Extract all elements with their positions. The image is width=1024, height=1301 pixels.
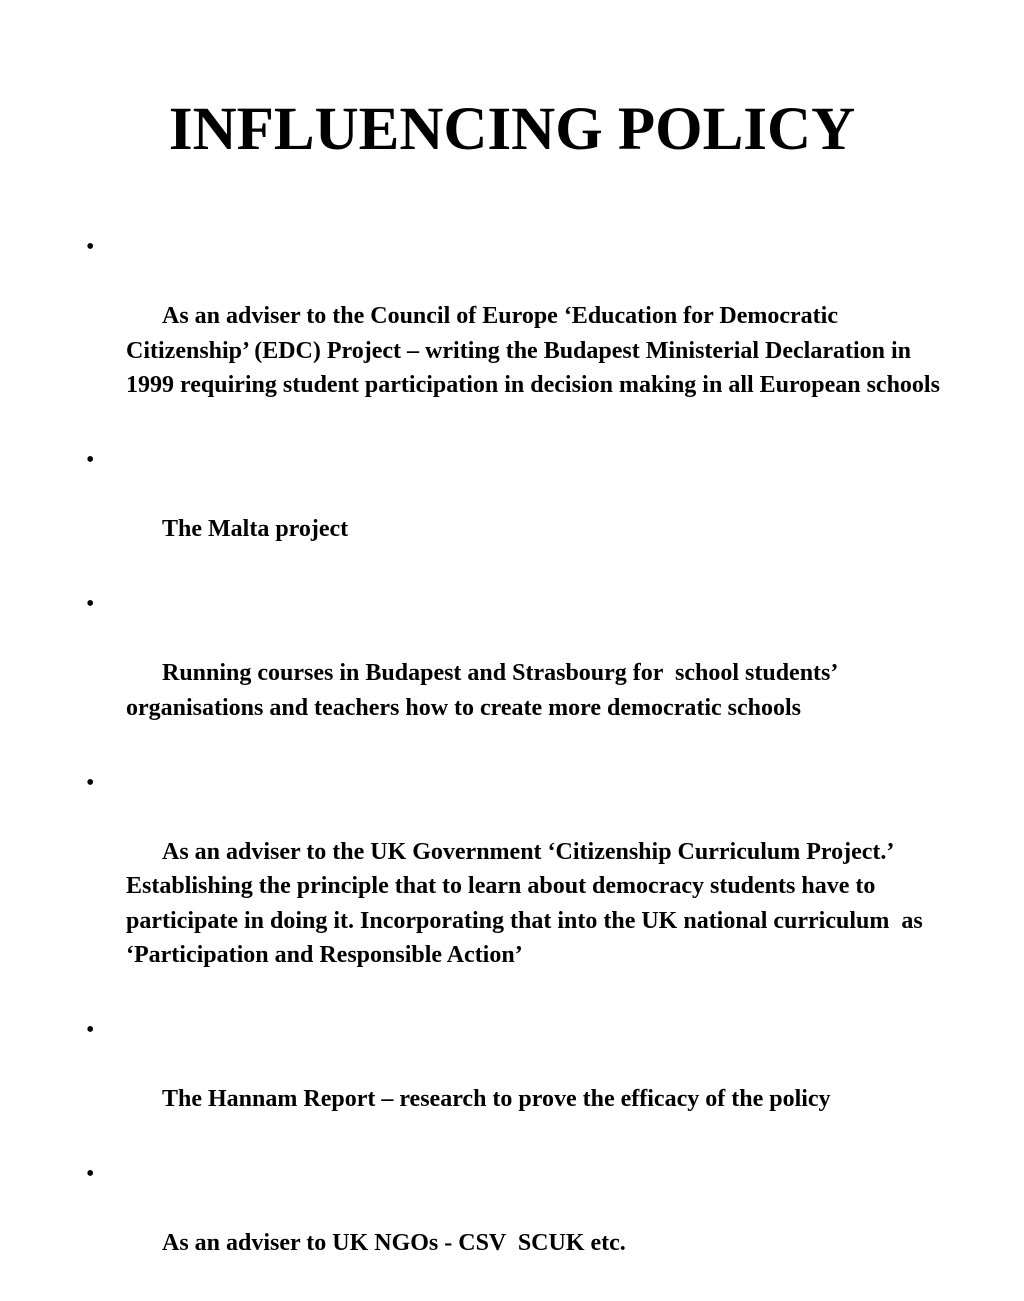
bullet-icon: • bbox=[86, 447, 95, 473]
bullet-list bbox=[86, 230, 956, 1301]
bullet-icon: • bbox=[86, 1161, 95, 1187]
list-item bbox=[86, 443, 956, 581]
bullet-text: The Hannam Report – research to prove the efficacy of the policy bbox=[162, 1086, 831, 1112]
bullet-text: The Malta project bbox=[162, 516, 349, 542]
list-item bbox=[86, 1013, 956, 1151]
list-item bbox=[86, 230, 956, 437]
list-item bbox=[86, 587, 956, 760]
list-item bbox=[86, 1157, 956, 1295]
bullet-icon: • bbox=[86, 234, 95, 260]
bullet-text: As an adviser to the UK Government ‘Citizenship Curriculum Project.’ Establishing the principle that to learn about democracy students have to participate in doing it. Incorporating that into the UK national curriculum as ‘Participation and Responsible Action’ bbox=[126, 838, 929, 968]
bullet-text: As an adviser to the Council of Europe ‘Education for Democratic Citizenship’ (EDC) Project – writing the Budapest Ministerial Declaration in 1999 requiring student participation in decision making in all European schools bbox=[126, 303, 940, 398]
list-item bbox=[86, 766, 956, 1008]
bullet-icon: • bbox=[86, 769, 95, 796]
bullet-icon: • bbox=[86, 591, 95, 617]
bullet-text: As an adviser to UK NGOs - CSV SCUK etc. bbox=[162, 1230, 626, 1256]
bullet-icon: • bbox=[86, 1017, 95, 1043]
bullet-text: Running courses in Budapest and Strasbourg for school students’ organisations and teachers how to create more democratic schools bbox=[126, 660, 843, 721]
slide-title: INFLUENCING POLICY bbox=[168, 96, 856, 163]
